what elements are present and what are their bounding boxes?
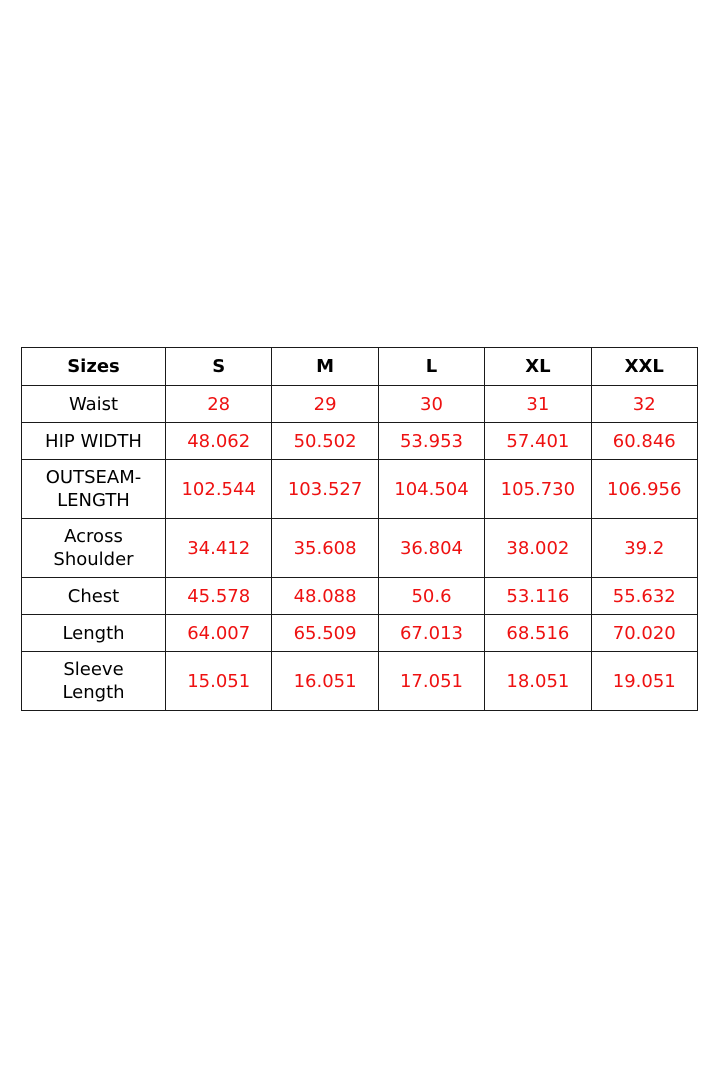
value-cell: 32 (591, 386, 697, 423)
label-line: Across (64, 526, 123, 547)
value-cell: 103.527 (272, 460, 378, 519)
value-cell: 53.116 (485, 578, 591, 615)
row-label (22, 519, 166, 578)
label-line: Waist (68, 393, 119, 415)
value-cell: 19.051 (591, 652, 697, 711)
header-size-m: M (272, 348, 378, 386)
value-cell: 64.007 (166, 615, 272, 652)
value-cell: 70.020 (591, 615, 697, 652)
value-cell: 105.730 (485, 460, 591, 519)
value-cell: 104.504 (378, 460, 484, 519)
row-label (22, 386, 166, 423)
value-cell: 35.608 (272, 519, 378, 578)
row-outseam-length (22, 460, 698, 519)
header-size-s: S (166, 348, 272, 386)
value-cell: 31 (485, 386, 591, 423)
value-cell: 29 (272, 386, 378, 423)
value-cell: 53.953 (378, 423, 484, 460)
size-chart-table (21, 347, 698, 711)
row-hip-width (22, 423, 698, 460)
label-line: Chest (67, 585, 120, 607)
header-size-xl: XL (485, 348, 591, 386)
label-line: Shoulder (53, 549, 134, 570)
label-line: HIP WIDTH (45, 430, 142, 452)
row-waist (22, 386, 698, 423)
value-cell: 68.516 (485, 615, 591, 652)
value-cell: 50.502 (272, 423, 378, 460)
header-sizes: Sizes (22, 348, 166, 386)
value-cell: 45.578 (166, 578, 272, 615)
header-size-l: L (378, 348, 484, 386)
value-cell: 65.509 (272, 615, 378, 652)
value-cell: 30 (378, 386, 484, 423)
value-cell: 39.2 (591, 519, 697, 578)
row-label (22, 652, 166, 711)
row-label (22, 615, 166, 652)
value-cell: 48.062 (166, 423, 272, 460)
label-line: Length (62, 622, 125, 644)
value-cell: 55.632 (591, 578, 697, 615)
value-cell: 50.6 (378, 578, 484, 615)
value-cell: 48.088 (272, 578, 378, 615)
label-line: LENGTH (57, 490, 130, 511)
row-label (22, 578, 166, 615)
value-cell: 17.051 (378, 652, 484, 711)
value-cell: 67.013 (378, 615, 484, 652)
row-length (22, 615, 698, 652)
row-chest (22, 578, 698, 615)
value-cell: 106.956 (591, 460, 697, 519)
row-sleeve-length (22, 652, 698, 711)
value-cell: 18.051 (485, 652, 591, 711)
value-cell: 16.051 (272, 652, 378, 711)
value-cell: 15.051 (166, 652, 272, 711)
label-line: OUTSEAM- (45, 467, 142, 488)
label-line: Sleeve (63, 659, 124, 680)
row-label (22, 423, 166, 460)
value-cell: 28 (166, 386, 272, 423)
value-cell: 34.412 (166, 519, 272, 578)
value-cell: 57.401 (485, 423, 591, 460)
value-cell: 102.544 (166, 460, 272, 519)
header-size-xxl: XXL (591, 348, 697, 386)
value-cell: 60.846 (591, 423, 697, 460)
row-label (22, 460, 166, 519)
value-cell: 36.804 (378, 519, 484, 578)
label-line: Length (62, 682, 125, 703)
row-across-shoulder (22, 519, 698, 578)
value-cell: 38.002 (485, 519, 591, 578)
header-row (22, 348, 698, 386)
